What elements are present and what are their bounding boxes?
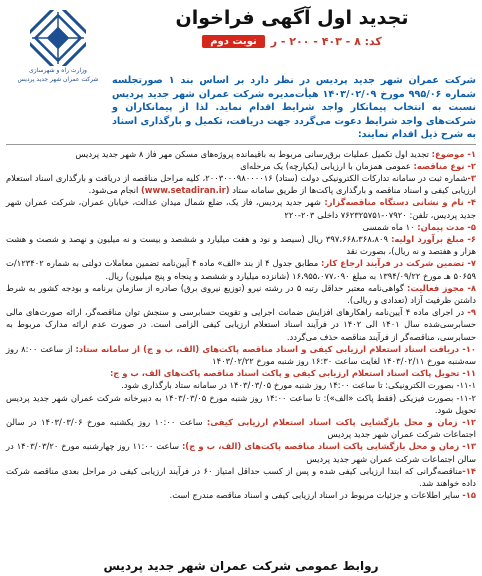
item-text: از ساعت ۸:۰۰ روز سه‌شنبه مورخ ۱۴۰۳/۰۲/۱۱ لغایت ساعت ۱۶:۳۰ روز شنبه مورخ ۱۴۰۳/۰۲/۲۲ <box>6 343 476 366</box>
item-heading: ۱۱- تحویل پاکت اسناد استعلام ارزیابی کیفی و پاکت اسناد مناقصه پاکت‌های الف، ب و ج: <box>109 368 476 379</box>
notice-item <box>6 489 476 501</box>
item-heading: ۲- نوع مناقصه: <box>413 160 476 171</box>
notice-item <box>6 160 476 172</box>
notice-item <box>6 196 476 220</box>
notice-items <box>6 148 476 502</box>
notice-signature: روابط عمومی شرکت عمران شهر جدید پردیس <box>103 559 379 573</box>
item-text: گواهی‌نامه معتبر حداقل رتبه ۵ در رشته نیرو (توزیع نیروی برق) صادره از سازمان برنامه و بودجه کشور به شرط داشتن ظرفیت آزاد (تعدادی و ریالی). <box>6 282 476 305</box>
item-text: شماره ثبت در سامانه تدارکات الکترونیکی دولت (ستاد) ۲۰۰۳۰۰۰۹۸۰۰۰۰۱۶، کلیه مراحل مناقصه از دریافت و بارگذاری اسناد استعلام ارزیابی کیفی و اسناد مناقصه و بارگذاری پاکت‌ها از طریق سامانه ستاد <box>6 172 476 196</box>
notice-item <box>6 392 476 416</box>
notice-item <box>6 306 476 343</box>
item-text: ۳۹۷،۶۶۸،۳۶۸،۸۰۹ ریال (سیصد و نود و هفت میلیارد و ششصد و بیست و نه میلیون و نهصد و شصت و هشت هزار و هفتصد و نه ریال)، بصورت نقد <box>6 233 476 257</box>
item-text: در اجرای ماده ۴ آیین‌نامه راهکارهای افزایش ضمانت اجرایی و تقویت حسابرسی و سنجش توان مناقصه‌گر، ارائه صورت‌های مالی حسابرسی‌شده سال ۱۴۰۱ الی ۱۴۰۲ در فرآیند اسناد استعلام ارزیابی کیفی الزامی است. در صورت عدم ارائه مدارک مربوط به حسابرسی، مناقصه‌گر از فرآیند مناقصه حذف می‌گردد. <box>6 307 476 342</box>
item-heading: ۱۰- دریافت اسناد استعلام ارزیابی کیفی و اسناد مناقصه پاکت‌های (الف، ب و ج) از سامانه ستاد: <box>75 343 477 354</box>
logo-caption-company: شرکت عمران شهر جدید پردیس <box>17 76 99 83</box>
item-heading: ۷- تضمین شرکت در فرآیند ارجاع کار: <box>321 258 476 269</box>
tender-info-band <box>202 35 382 48</box>
item-text: مطابق جدول ۴ از بند «الف» ماده ۴ آیین‌نامه تضمین معاملات دولتی به شماره ۱۲۳۴۰۲/ت ۵۰۶۵۹ هـ مورخ ۱۳۹۴/۰۹/۲۲ به مبلغ ۱۶،۹۵۵،۰۷۷،۰۹۰ (شانزده میلیارد و ششصد و پنجاه و پنج میلیون) ریال. <box>6 258 476 281</box>
item-text: ۱۱-۱- بصورت الکترونیکی: تا ساعت ۱۴:۰۰ روز شنبه مورخ ۱۴۰۳/۰۳/۰۵ در سامانه ستاد بارگذاری شود. <box>121 380 476 391</box>
ministry-emblem-icon <box>30 10 86 66</box>
notice-item <box>6 257 476 281</box>
notice-item <box>6 282 476 306</box>
header-divider <box>6 144 476 145</box>
intro-text: شرکت عمران شهر جدید پردیس در نظر دارد بر اساس بند ۱ صورتجلسه شماره ۹۹۵/۰۶ مورخ ۱۴۰۳/۰۲/۰۹ هیأت‌مدیره شرکت عمران شهر جدید پردیس نسبت به انتخاب پیمانکار واجد شرایط اقدام نماید. لذا از پیمانکاران و شرکت‌های واجد شرایط دعوت می‌گردد جهت دریافت، تکمیل و بارگذاری اسناد به شرح ذیل اقدام نمایند: <box>112 75 476 140</box>
item-text: ۱۱-۲- بصورت فیزیکی (فقط پاکت «الف»): تا ساعت ۱۴:۰۰ روز شنبه مورخ ۱۴۰۳/۰۳/۰۵ به دبیرخانه شرکت عمران شهر جدید پردیس تحویل شود. <box>6 392 476 415</box>
setad-website-link[interactable]: (www.setadiran.ir) <box>140 185 230 196</box>
item-heading: ۸- مجوز فعالیت: <box>407 282 476 293</box>
logo-caption-ministry: وزارت راه و شهرسازی <box>29 67 87 74</box>
item-heading: ۱۵- <box>462 490 476 501</box>
notice-item <box>6 233 476 257</box>
notice-title: تجدید اول آگهی فراخوان <box>175 7 409 29</box>
item-heading: ۱- موضوع: <box>431 148 476 159</box>
item-text: مناقصه‌گرانی که ابتدا ارزیابی کیفی شده و پس از کسب حداقل امتیاز ۶۰ در فرآیند ارزیابی کیفی در مراحل بعدی مناقصه شرکت داده خواهند شد. <box>6 465 476 488</box>
tender-code: کد: ۸ - ۴۰۳ - ۲۰۰ - ر <box>270 35 382 48</box>
item-heading: ۱۴- <box>462 465 476 476</box>
notice-item <box>6 379 476 391</box>
round-badge: نوبت دوم <box>202 35 265 48</box>
item-text: سایر اطلاعات و جزئیات مربوط در اسناد ارزیابی کیفی و اسناد مناقصه مندرج است. <box>169 490 463 501</box>
item-text: ساعت ۱۱:۰۰ روز چهارشنبه مورخ ۱۴۰۳/۰۳/۲۰ در سالن اجتماعات شرکت عمران شهر جدید پردیس <box>6 441 476 464</box>
item-heading: ۱۳- زمان و محل بازگشایی پاکت اسناد مناقصه پاکت‌های (الف، ب و ج): <box>181 441 477 452</box>
item-text-continued: انجام می‌شود. <box>88 185 141 196</box>
item-heading: ۵- مدت پیمان: <box>417 221 476 232</box>
item-text: عمومی همزمان با ارزیابی (یکپارچه) یک مرحله‌ای <box>240 160 414 171</box>
item-heading: ۳- <box>467 172 476 183</box>
item-heading: ۶- مبلغ برآورد اولیه: <box>391 233 476 244</box>
notice-item <box>6 416 476 440</box>
notice-item <box>6 440 476 464</box>
notice-item <box>6 367 476 379</box>
item-text: شهر جدید پردیس، فاز یک، ضلع شمال میدان عدالت، خیابان عمران، شرکت عمران شهر جدید پردیس، تلفن: ۰۷۹۲۰-۷۶۲۳۲۵۷۵۱ داخلی ۲۰۳-۲۲۰ <box>6 197 476 220</box>
notice-item <box>6 343 476 367</box>
organization-logo <box>10 10 106 106</box>
item-heading: ۴- نام و نشانی دستگاه مناقصه‌گزار: <box>324 197 476 208</box>
item-text: ساعت ۱۰:۰۰ روز یکشنبه مورخ ۱۴۰۳/۰۳/۰۶ در سالن اجتماعات شرکت عمران شهر جدید پردیس <box>6 416 476 440</box>
notice-item <box>6 465 476 489</box>
item-heading: ۱۲- زمان و محل بازگشایی پاکت اسناد استعلام ارزیابی کیفی: <box>206 416 476 427</box>
item-text: ۱۰ ماه شمسی <box>362 221 418 232</box>
header-text-block <box>112 6 472 49</box>
item-text: تجدید اول تکمیل عملیات برق‌رسانی مربوط به باقیمانده پروژه‌های مسکن مهر فاز ۸ شهر جدید پردیس <box>75 148 432 159</box>
notice-header <box>6 4 476 114</box>
notice-item <box>6 172 476 196</box>
notice-item <box>6 221 476 233</box>
item-heading: ۹- <box>467 307 476 318</box>
notice-item <box>6 148 476 160</box>
